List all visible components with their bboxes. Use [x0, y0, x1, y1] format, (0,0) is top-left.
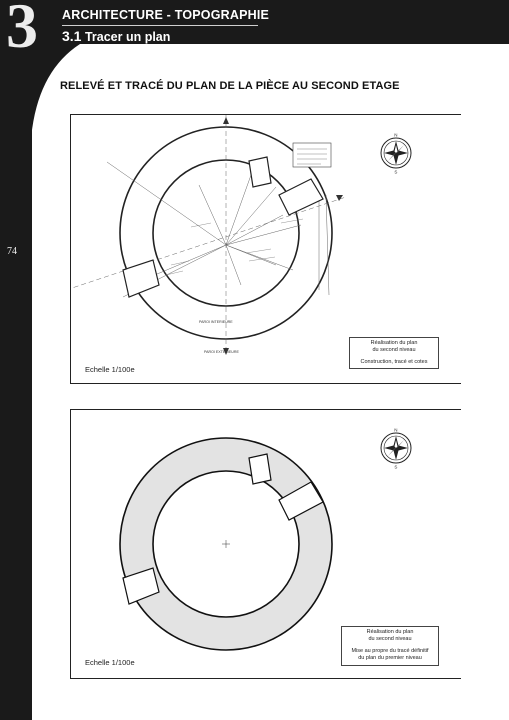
- legend-title-line1: Réalisation du plan: [366, 629, 414, 635]
- page-title: RELEVÉ ET TRACÉ DU PLAN DE LA PIÈCE AU SECOND ETAGE: [60, 80, 400, 92]
- section-title: Tracer un plan: [84, 30, 171, 44]
- page-number: 74: [7, 246, 17, 257]
- chapter-number: 3: [6, 0, 38, 61]
- section-number: 3.1: [62, 28, 82, 44]
- plan-construction-panel: [70, 114, 461, 384]
- north-label: N: [394, 427, 398, 433]
- scale-label: Echelle 1/100e: [85, 658, 135, 667]
- legend-description-line2: du plan du premier niveau: [358, 655, 422, 662]
- compass-rose-icon: [381, 133, 411, 175]
- south-label: S: [394, 464, 398, 470]
- outer-wall-label: PAROI EXTERIEURE: [204, 350, 239, 354]
- legend-title-line2: du second niveau: [372, 347, 416, 354]
- compass-rose-icon: [381, 428, 411, 470]
- chapter-title: ARCHITECTURE - TOPOGRAPHIE: [62, 8, 270, 22]
- legend-description: Construction, tracé et cotes: [360, 358, 428, 365]
- inner-wall-label: PAROI INTERIEURE: [199, 320, 233, 324]
- section-heading: [62, 28, 170, 44]
- plan-legend: [349, 337, 439, 369]
- header-divider: [62, 25, 258, 26]
- legend-title-line1: Réalisation du plan: [370, 340, 418, 346]
- plan-final-panel: [70, 409, 461, 679]
- plan-legend: [341, 626, 439, 666]
- legend-title-line2: du second niveau: [368, 636, 412, 643]
- legend-description-line1: Mise au propre du tracé définitif: [351, 647, 429, 654]
- south-label: S: [394, 169, 398, 175]
- scale-label: Echelle 1/100e: [85, 365, 135, 374]
- north-label: N: [394, 132, 398, 138]
